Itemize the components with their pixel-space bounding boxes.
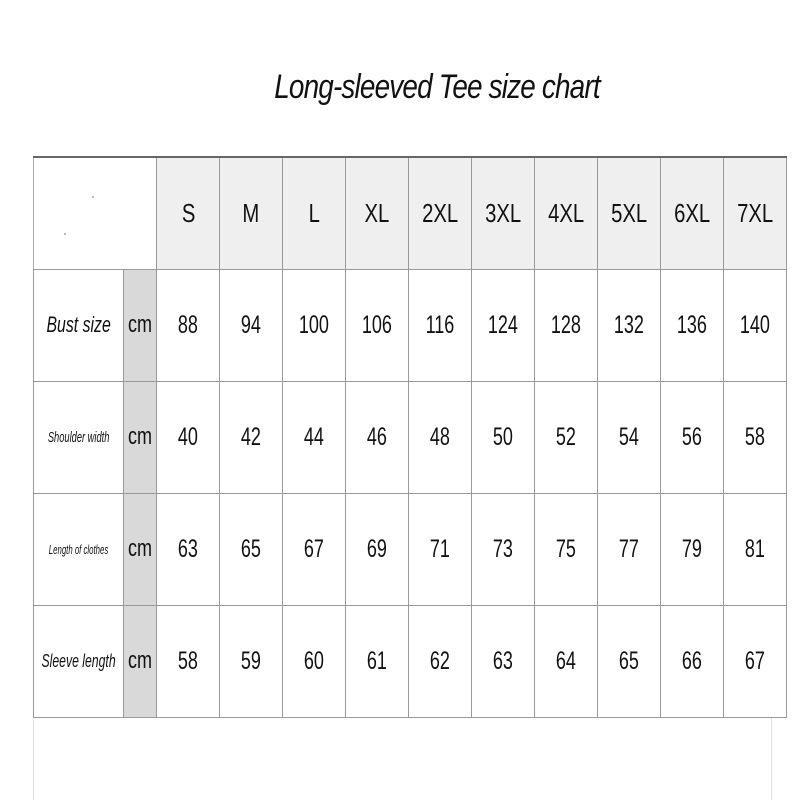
value-cell: 46 [346, 381, 409, 493]
value-cell: 140 [724, 269, 787, 381]
table-row [34, 605, 787, 717]
value-cell: 58 [724, 381, 787, 493]
value-cell: 62 [409, 605, 472, 717]
value-cell: 50 [472, 381, 535, 493]
unit-cell: cm [124, 493, 157, 605]
size-label: 7XL [737, 197, 774, 228]
size-label: S [181, 197, 196, 228]
size-header-cell [661, 157, 724, 269]
value-cell: 75 [535, 493, 598, 605]
size-header-row [34, 157, 787, 269]
value-cell: 44 [283, 381, 346, 493]
value-cell: 42 [220, 381, 283, 493]
value-cell: 106 [346, 269, 409, 381]
value-cell: 63 [157, 493, 220, 605]
value-cell: 48 [409, 381, 472, 493]
size-label: 2XL [422, 197, 459, 228]
size-header-cell [157, 157, 220, 269]
value-cell: 67 [283, 493, 346, 605]
size-header-cell [346, 157, 409, 269]
value-cell: 73 [472, 493, 535, 605]
unit-cell: cm [124, 605, 157, 717]
size-header-cell [598, 157, 661, 269]
decorative-dot [64, 233, 66, 235]
row-label-shoulder-width: Shoulder width [34, 381, 124, 493]
value-cell: 71 [409, 493, 472, 605]
size-label: XL [364, 197, 390, 228]
value-cell: 64 [535, 605, 598, 717]
table-row [34, 269, 787, 381]
size-header-cell [409, 157, 472, 269]
size-label: 6XL [674, 197, 711, 228]
value-cell: 79 [661, 493, 724, 605]
size-label: M [242, 197, 260, 228]
size-label: 3XL [485, 197, 522, 228]
value-cell: 94 [220, 269, 283, 381]
unit-cell: cm [124, 381, 157, 493]
table-row [34, 493, 787, 605]
page-title: Long-sleeved Tee size chart [274, 68, 600, 106]
value-cell: 136 [661, 269, 724, 381]
value-cell: 128 [535, 269, 598, 381]
size-label: 5XL [611, 197, 648, 228]
value-cell: 40 [157, 381, 220, 493]
value-cell: 65 [598, 605, 661, 717]
value-cell: 54 [598, 381, 661, 493]
value-cell: 66 [661, 605, 724, 717]
value-cell: 77 [598, 493, 661, 605]
value-cell: 67 [724, 605, 787, 717]
value-cell: 116 [409, 269, 472, 381]
row-label-bust-size: Bust size [34, 269, 124, 381]
row-label-sleeve-length: Sleeve length [34, 605, 124, 717]
size-header-cell [535, 157, 598, 269]
size-header-cell [220, 157, 283, 269]
empty-table-area [33, 718, 772, 800]
row-label-length-of-clothes: Length of clothes [34, 493, 124, 605]
unit-cell: cm [124, 269, 157, 381]
size-label: 4XL [548, 197, 585, 228]
value-cell: 88 [157, 269, 220, 381]
value-cell: 60 [283, 605, 346, 717]
table-row [34, 381, 787, 493]
decorative-dot [92, 196, 94, 198]
value-cell: 63 [472, 605, 535, 717]
value-cell: 132 [598, 269, 661, 381]
size-chart-table [33, 156, 787, 718]
value-cell: 59 [220, 605, 283, 717]
value-cell: 58 [157, 605, 220, 717]
size-header-cell [472, 157, 535, 269]
value-cell: 52 [535, 381, 598, 493]
value-cell: 69 [346, 493, 409, 605]
corner-cell [34, 157, 157, 269]
value-cell: 56 [661, 381, 724, 493]
size-header-cell [724, 157, 787, 269]
value-cell: 124 [472, 269, 535, 381]
value-cell: 61 [346, 605, 409, 717]
value-cell: 81 [724, 493, 787, 605]
value-cell: 65 [220, 493, 283, 605]
value-cell: 100 [283, 269, 346, 381]
size-header-cell [283, 157, 346, 269]
size-label: L [308, 197, 320, 228]
